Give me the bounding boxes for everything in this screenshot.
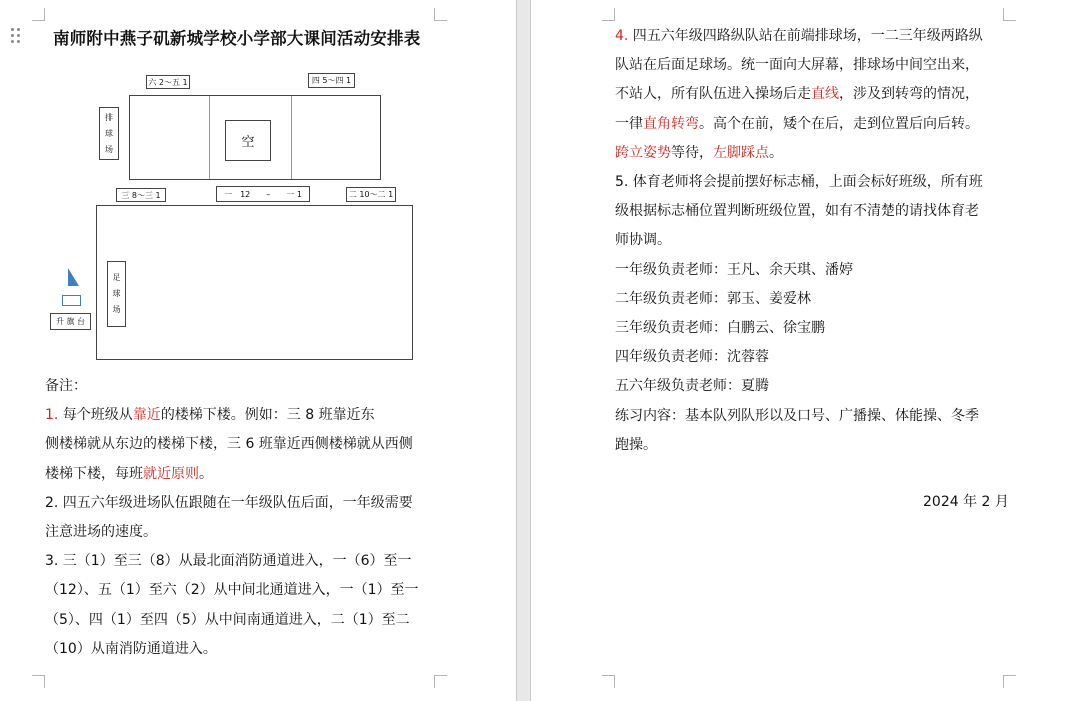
- notes-left-column: [45, 372, 419, 664]
- note-item-1-line-1: 1. 每个班级从靠近的楼梯下楼。例如：三 8 班靠近东: [45, 407, 375, 424]
- court-divider-left: [209, 96, 210, 179]
- crop-mark: [602, 8, 615, 21]
- crop-mark: [434, 675, 447, 688]
- note-item-2-line-1: 2. 四五六年级进场队伍跟随在一年级队伍后面，一年级需要: [45, 494, 413, 511]
- teacher-grade-2: 二年级负责老师：郭玉、姜爱林: [615, 290, 811, 307]
- note-item-2-line-2: 注意进场的速度。: [45, 524, 157, 541]
- notes-right-column: [615, 22, 983, 460]
- document-date: 2024 年 2 月: [923, 494, 1009, 510]
- crop-mark: [602, 675, 615, 688]
- crop-mark: [32, 8, 45, 21]
- note-item-4-line-3: 不站人，所有队伍进入操场后走直线，涉及到转弯的情况，: [615, 86, 979, 103]
- note-item-4-line-4: 一律直角转弯。高个在前，矮个在后，走到位置后向后转。: [615, 115, 979, 132]
- volleyball-court-label: 排 球 场: [99, 107, 119, 160]
- middle-center-class-label: 一 12 – 一 1: [216, 186, 310, 202]
- teacher-grade-4: 四年级负责老师：沈蓉蓉: [615, 349, 769, 366]
- page-title: 南师附中燕子矶新城学校小学部大课间活动安排表: [53, 29, 421, 48]
- note-item-3-line-3: （5）、四（1）至四（5）从中间南通道进入，二（1）至二: [45, 611, 410, 628]
- middle-right-class-label: 二 10～二 1: [346, 187, 396, 202]
- teacher-grade-3: 三年级负责老师：白鹏云、徐宝鹏: [615, 320, 825, 337]
- notes-heading: 备注：: [45, 378, 87, 394]
- crop-mark: [434, 8, 447, 21]
- top-left-class-label: 六 2～五 1: [146, 75, 190, 89]
- top-right-class-label: 四 5～四 1: [308, 73, 355, 88]
- note-item-3-line-2: （12）、五（1）至六（2）从中间北通道进入，一（1）至一: [45, 582, 419, 599]
- note-item-5-line-2: 级根据标志桶位置判断班级位置，如有不清楚的请找体育老: [615, 203, 979, 220]
- empty-center-block: 空: [225, 120, 271, 161]
- teacher-grade-5-6: 五六年级负责老师：夏腾: [615, 378, 769, 395]
- football-field-label: 足 球 场: [107, 261, 126, 327]
- practice-content-line-2: 跑操。: [615, 436, 657, 453]
- note-item-4-line-2: 队站在后面足球场。统一面向大屏幕，排球场中间空出来，: [615, 57, 979, 74]
- note-item-4-line-5: 跨立姿势等待，左脚踩点。: [615, 144, 783, 161]
- crop-mark: [1003, 8, 1016, 21]
- crop-mark: [1003, 675, 1016, 688]
- note-item-3-line-1: 3. 三（1）至三（8）从最北面消防通道进入，一（6）至一: [45, 553, 412, 570]
- note-item-1-line-2: 侧楼梯就从东边的楼梯下楼，三 6 班靠近西侧楼梯就从西侧: [45, 436, 413, 453]
- note-item-5-line-3: 师协调。: [615, 232, 671, 249]
- flag-icon: [60, 266, 84, 310]
- note-item-4-line-1: 4. 四五六年级四路纵队站在前端排球场，一二三年级两路纵: [615, 28, 983, 44]
- practice-content-line-1: 练习内容：基本队列队形以及口号、广播操、体能操、冬季: [615, 407, 979, 424]
- note-item-1-line-3: 楼梯下楼，每班就近原则。: [45, 465, 213, 482]
- court-divider-right: [291, 96, 292, 179]
- page-gap-edge-left: [516, 0, 517, 701]
- crop-mark: [32, 675, 45, 688]
- middle-left-class-label: 三 8～三 1: [116, 188, 166, 202]
- flag-platform-label: 升 旗 台: [50, 313, 91, 330]
- drag-handle-icon[interactable]: [11, 28, 23, 44]
- note-item-3-line-4: （10）从南消防通道进入。: [45, 640, 217, 657]
- note-item-5-line-1: 5. 体育老师将会提前摆好标志桶，上面会标好班级，所有班: [615, 174, 983, 191]
- football-field: [96, 205, 413, 360]
- teacher-grade-1: 一年级负责老师：王凡、余天琪、潘婷: [615, 261, 853, 278]
